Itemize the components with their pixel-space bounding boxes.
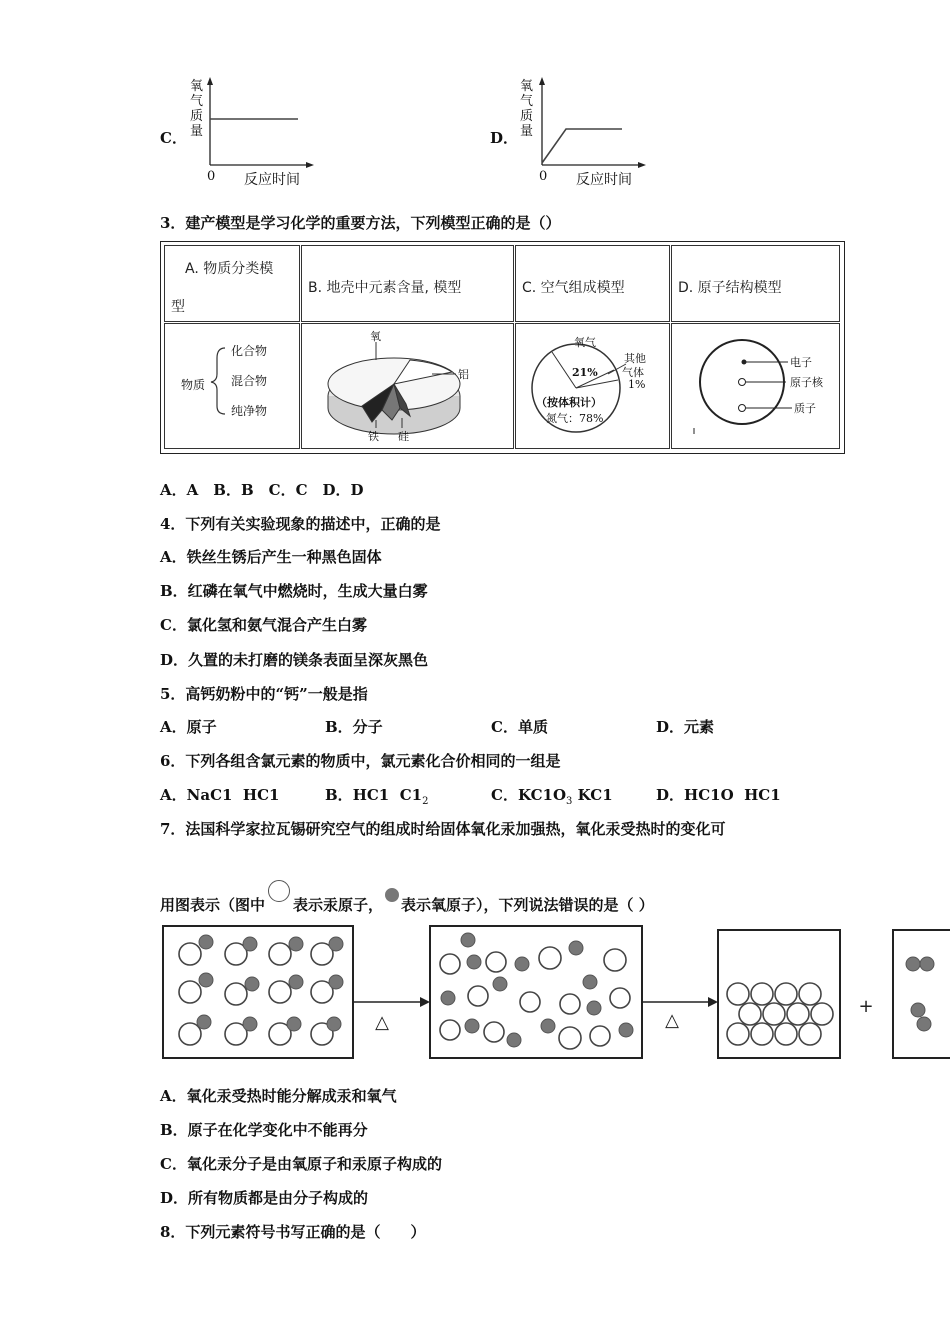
q8-stem: 8．下列元素符号书写正确的是（ ） (160, 1223, 426, 1241)
mercury-atom-legend-icon (268, 880, 290, 902)
q3-c-other-pct: 1% (628, 378, 646, 391)
q6-stem: 6．下列各组含氯元素的物质中，氯元素化合价相同的一组是 (160, 752, 561, 770)
q3-stem: 3．建产模型是学习化学的重要方法，下列模型正确的是（） (160, 214, 561, 232)
q7-plus: + (858, 996, 874, 1017)
q3-d-proton: 质子 (794, 402, 816, 415)
q3-cell-c (515, 323, 670, 449)
graph-c-origin: 0 (207, 169, 216, 184)
q4-option-a: A．铁丝生锈后产生一种黑色固体 (160, 548, 382, 566)
q7-box-4 (893, 930, 950, 1058)
q3-header-c-text: C. 空气组成模型 (522, 280, 625, 296)
electron-dot (742, 360, 747, 365)
q3-header-b-text: B. 地壳中元素含量, 模型 (308, 280, 462, 296)
q4-option-b: B．红磷在氧气中燃烧时，生成大量白雾 (160, 582, 428, 600)
q3-c-o2: 氧气 (574, 336, 596, 349)
graph-c-label: C． (160, 129, 187, 147)
q3-a-item-1: 化合物 (231, 344, 268, 358)
q3-a-item-3: 纯净物 (231, 404, 268, 418)
q7-box3-mercury (727, 983, 833, 1045)
q3-header-a-text2: 型 (171, 299, 185, 315)
q3-cell-a (164, 323, 300, 449)
q3-header-a (164, 245, 300, 322)
q3-header-c (515, 245, 670, 322)
q3-header-a-text: A. 物质分类模 (185, 261, 274, 277)
q3-b-label-o: 氧 (370, 330, 381, 343)
graph-d-label: D． (490, 129, 519, 147)
q6-option-b: B．HC1 $C1_2$ (325, 786, 429, 807)
q5-option-a: A．原子 (160, 718, 217, 736)
graph-c (150, 75, 320, 195)
q3-c-o2-pct: 21% (572, 366, 598, 379)
q6-option-c: C．$KC1O_3$ KC1 (491, 786, 613, 807)
graph-d (482, 75, 652, 195)
q7-option-c: C．氧化汞分子是由氧原子和汞原子构成的 (160, 1155, 442, 1173)
q3-b-label-al: 铝 (458, 368, 469, 381)
oxygen-atom-legend-icon (385, 888, 399, 902)
proton-dot (739, 405, 746, 412)
graph-d-axes (482, 75, 652, 175)
q4-stem: 4．下列有关实验现象的描述中，正确的是 (160, 515, 441, 533)
graph-c-ylabel: 氧 气 质 量 (190, 79, 204, 139)
q7-stem-line2: 用图表示（图中 表示汞原子， 表示氧原子），下列说法错误的是（ ） (160, 880, 654, 915)
q3-header-b (301, 245, 514, 322)
q3-a-item-2: 混合物 (231, 374, 268, 388)
q4-option-d: D．久置的未打磨的镁条表面呈深灰黑色 (160, 651, 429, 669)
q3-header-d-text: D. 原子结构模型 (678, 280, 782, 296)
brace-icon (209, 346, 229, 416)
q7-option-b: B．原子在化学变化中不能再分 (160, 1121, 368, 1139)
q3-c-note: （按体积计） (536, 396, 602, 409)
graph-d-origin: 0 (539, 169, 548, 184)
q3-c-other: 其他 (624, 352, 646, 365)
q7-arrow-2-label: △ (665, 1010, 679, 1031)
q5-option-b: B．分子 (325, 718, 383, 736)
graph-c-xlabel: 反应时间 (244, 172, 300, 188)
q3-b-label-si: 硅 (398, 430, 409, 443)
graph-c-axes (150, 75, 320, 175)
q3-d-nucleus: 原子核 (790, 376, 823, 389)
q5-stem: 5．高钙奶粉中的“钙”一般是指 (160, 685, 368, 703)
q4-option-c: C．氯化氢和氨气混合产生白雾 (160, 616, 367, 634)
q7-reaction-diagram (160, 922, 950, 1062)
graph-d-xlabel: 反应时间 (576, 172, 632, 188)
q3-header-d (671, 245, 840, 322)
graph-d-ylabel: 氧 气 质 量 (520, 79, 534, 139)
q5-option-c: C．单质 (491, 718, 548, 736)
q3-table (160, 241, 845, 454)
q3-b-label-fe: 铁 (368, 430, 379, 443)
q7-arrow-1-label: △ (375, 1012, 389, 1033)
q3-d-electron: 电子 (790, 356, 812, 369)
nucleus-dot (739, 379, 746, 386)
q7-option-a: A．氧化汞受热时能分解成汞和氧气 (160, 1087, 397, 1105)
q3-c-n2: 氮气：78% (546, 412, 604, 425)
q6-option-a: A．NaC1 HC1 (160, 786, 280, 804)
q3-c-gas: 气体 (622, 366, 644, 379)
q5-option-d: D．元素 (656, 718, 715, 736)
graph-d-line (542, 129, 622, 163)
q3-cell-d (671, 323, 840, 449)
q6-option-d: D．HC1O HC1 (656, 786, 781, 804)
q7-stem: 7．法国科学家拉瓦锡研究空气的组成时给固体氧化汞加强热，氧化汞受热时的变化可 (160, 820, 726, 838)
q3-a-root: 物质 (181, 378, 206, 392)
q3-answers: A．A B．B C．C D．D (160, 481, 364, 499)
q7-option-d: D．所有物质都是由分子构成的 (160, 1189, 369, 1207)
q3-cell-b (301, 323, 514, 449)
